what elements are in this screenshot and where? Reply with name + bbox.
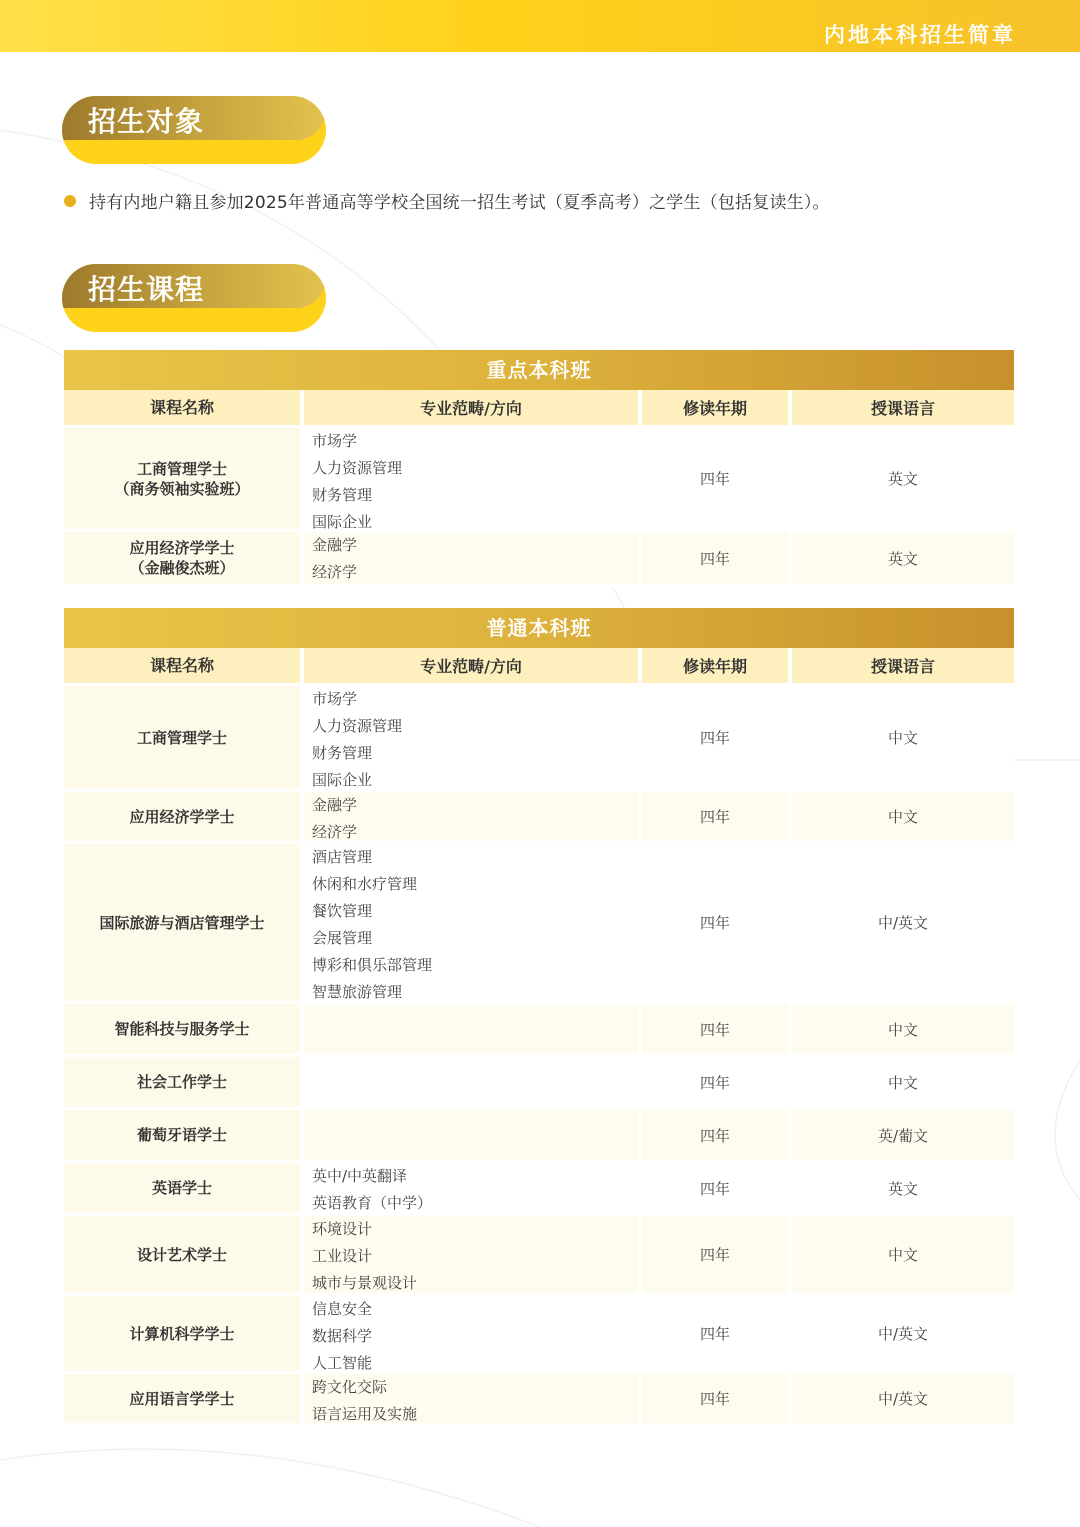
program-name-line: 智能科技与服务学士 bbox=[114, 1020, 250, 1038]
teaching-language: 英/葡文 bbox=[792, 1110, 1014, 1163]
program-name bbox=[64, 844, 304, 1004]
program-name bbox=[64, 1057, 304, 1110]
program-name-line: 英语学士 bbox=[151, 1179, 212, 1197]
major-item: 智慧旅游管理 bbox=[312, 983, 403, 1001]
program-name-line: 应用经济学学士 bbox=[129, 539, 235, 557]
program-name bbox=[64, 1004, 304, 1057]
column-header: 授课语言 bbox=[792, 390, 1014, 428]
major-list bbox=[304, 1374, 642, 1426]
teaching-language: 中文 bbox=[792, 792, 1014, 844]
table-row bbox=[64, 1004, 1014, 1057]
table-row bbox=[64, 844, 1014, 1004]
table-title: 普通本科班 bbox=[64, 608, 1014, 648]
teaching-language: 英文 bbox=[792, 1163, 1014, 1216]
major-item: 人力资源管理 bbox=[312, 459, 403, 477]
major-item: 环境设计 bbox=[312, 1220, 373, 1238]
program-name bbox=[64, 792, 304, 844]
study-years: 四年 bbox=[642, 1374, 792, 1426]
column-header: 专业范畴/方向 bbox=[304, 648, 642, 686]
teaching-language: 中文 bbox=[792, 1057, 1014, 1110]
regular-program-table bbox=[64, 608, 1014, 1426]
study-years: 四年 bbox=[642, 1110, 792, 1163]
major-item: 国际企业 bbox=[312, 513, 373, 531]
program-name-line: 计算机科学学士 bbox=[129, 1324, 235, 1343]
bullet-dot-icon bbox=[64, 195, 76, 207]
major-item: 人工智能 bbox=[312, 1354, 373, 1372]
major-list bbox=[304, 1004, 642, 1057]
program-name bbox=[64, 686, 304, 792]
major-item: 城市与景观设计 bbox=[312, 1274, 418, 1292]
program-name bbox=[64, 1296, 304, 1374]
table-row bbox=[64, 1110, 1014, 1163]
section-heading-programs bbox=[62, 264, 326, 332]
major-item: 会展管理 bbox=[312, 929, 373, 947]
study-years: 四年 bbox=[642, 1057, 792, 1110]
program-name bbox=[64, 1216, 304, 1296]
column-header: 修读年期 bbox=[642, 390, 792, 428]
major-list bbox=[304, 1296, 642, 1374]
major-list bbox=[304, 1163, 642, 1216]
table-row bbox=[64, 1374, 1014, 1426]
teaching-language: 中文 bbox=[792, 686, 1014, 792]
major-list bbox=[304, 844, 642, 1004]
study-years: 四年 bbox=[642, 1004, 792, 1057]
program-name-line: 应用语言学学士 bbox=[129, 1389, 235, 1408]
major-item: 餐饮管理 bbox=[312, 902, 373, 920]
teaching-language: 中/英文 bbox=[792, 1374, 1014, 1426]
major-item: 英语教育（中学） bbox=[312, 1194, 433, 1212]
teaching-language: 英文 bbox=[792, 428, 1014, 532]
column-header: 专业范畴/方向 bbox=[304, 390, 642, 428]
program-name bbox=[64, 1374, 304, 1426]
major-item: 英中/中英翻译 bbox=[312, 1167, 408, 1185]
major-item: 工业设计 bbox=[312, 1247, 373, 1265]
program-name-line: 社会工作学士 bbox=[136, 1073, 227, 1091]
program-name-line: 葡萄牙语学士 bbox=[136, 1126, 227, 1144]
major-item: 酒店管理 bbox=[312, 848, 373, 866]
major-list bbox=[304, 1057, 642, 1110]
study-years: 四年 bbox=[642, 1216, 792, 1296]
teaching-language: 中文 bbox=[792, 1216, 1014, 1296]
major-item: 金融学 bbox=[312, 796, 358, 814]
major-item: 博彩和俱乐部管理 bbox=[312, 956, 433, 974]
study-years: 四年 bbox=[642, 1163, 792, 1216]
major-list bbox=[304, 1110, 642, 1163]
table-row bbox=[64, 1296, 1014, 1374]
major-item: 国际企业 bbox=[312, 771, 373, 789]
table-title: 重点本科班 bbox=[64, 350, 1014, 390]
major-list bbox=[304, 792, 642, 844]
program-name-line: （商务领袖实验班） bbox=[114, 479, 250, 498]
table-row bbox=[64, 1057, 1014, 1110]
column-header-row bbox=[64, 648, 1014, 686]
program-name bbox=[64, 1163, 304, 1216]
major-item: 人力资源管理 bbox=[312, 717, 403, 735]
teaching-language: 英文 bbox=[792, 532, 1014, 587]
section-title: 招生对象 bbox=[88, 105, 205, 138]
column-header: 修读年期 bbox=[642, 648, 792, 686]
eligibility-text: 持有内地户籍且参加2025年普通高等学校全国统一招生考试（夏季高考）之学生（包括复读生）。 bbox=[89, 193, 830, 213]
major-item: 跨文化交际 bbox=[312, 1378, 388, 1396]
study-years: 四年 bbox=[642, 792, 792, 844]
program-name bbox=[64, 1110, 304, 1163]
study-years: 四年 bbox=[642, 532, 792, 587]
program-name-line: 工商管理学士 bbox=[136, 728, 227, 747]
program-name-line: 应用经济学学士 bbox=[129, 807, 235, 826]
major-item: 数据科学 bbox=[312, 1327, 373, 1345]
column-header: 授课语言 bbox=[792, 648, 1014, 686]
major-item: 信息安全 bbox=[312, 1300, 373, 1318]
teaching-language: 中/英文 bbox=[792, 844, 1014, 1004]
study-years: 四年 bbox=[642, 686, 792, 792]
program-name-line: 设计艺术学士 bbox=[136, 1245, 227, 1264]
major-item: 财务管理 bbox=[312, 486, 373, 504]
table-row bbox=[64, 532, 1014, 587]
program-name-line: （金融俊杰班） bbox=[129, 559, 235, 577]
section-title: 招生课程 bbox=[88, 273, 205, 306]
column-header: 课程名称 bbox=[64, 390, 304, 428]
major-item: 财务管理 bbox=[312, 744, 373, 762]
study-years: 四年 bbox=[642, 428, 792, 532]
program-name-line: 工商管理学士 bbox=[136, 459, 227, 478]
column-header: 课程名称 bbox=[64, 648, 304, 686]
table-row bbox=[64, 792, 1014, 844]
table-row bbox=[64, 1216, 1014, 1296]
table-row bbox=[64, 428, 1014, 532]
study-years: 四年 bbox=[642, 1296, 792, 1374]
table-row bbox=[64, 686, 1014, 792]
program-name-line: 国际旅游与酒店管理学士 bbox=[99, 913, 265, 932]
header-title: 内地本科招生简章 bbox=[824, 23, 1016, 47]
eligibility-bullet bbox=[64, 188, 830, 213]
major-item: 市场学 bbox=[312, 690, 358, 708]
teaching-language: 中/英文 bbox=[792, 1296, 1014, 1374]
major-list bbox=[304, 428, 642, 532]
major-item: 金融学 bbox=[312, 536, 358, 554]
section-heading-eligibility bbox=[62, 96, 326, 164]
key-program-table bbox=[64, 350, 1014, 587]
major-list bbox=[304, 532, 642, 587]
teaching-language: 中文 bbox=[792, 1004, 1014, 1057]
study-years: 四年 bbox=[642, 844, 792, 1004]
program-name bbox=[64, 532, 304, 587]
major-item: 经济学 bbox=[312, 823, 358, 841]
major-item: 市场学 bbox=[312, 432, 358, 450]
major-list bbox=[304, 686, 642, 792]
program-name bbox=[64, 428, 304, 532]
major-list bbox=[304, 1216, 642, 1296]
major-item: 语言运用及实施 bbox=[312, 1405, 418, 1423]
table-row bbox=[64, 1163, 1014, 1216]
column-header-row bbox=[64, 390, 1014, 428]
major-item: 经济学 bbox=[312, 563, 358, 581]
major-item: 休闲和水疗管理 bbox=[312, 875, 418, 893]
